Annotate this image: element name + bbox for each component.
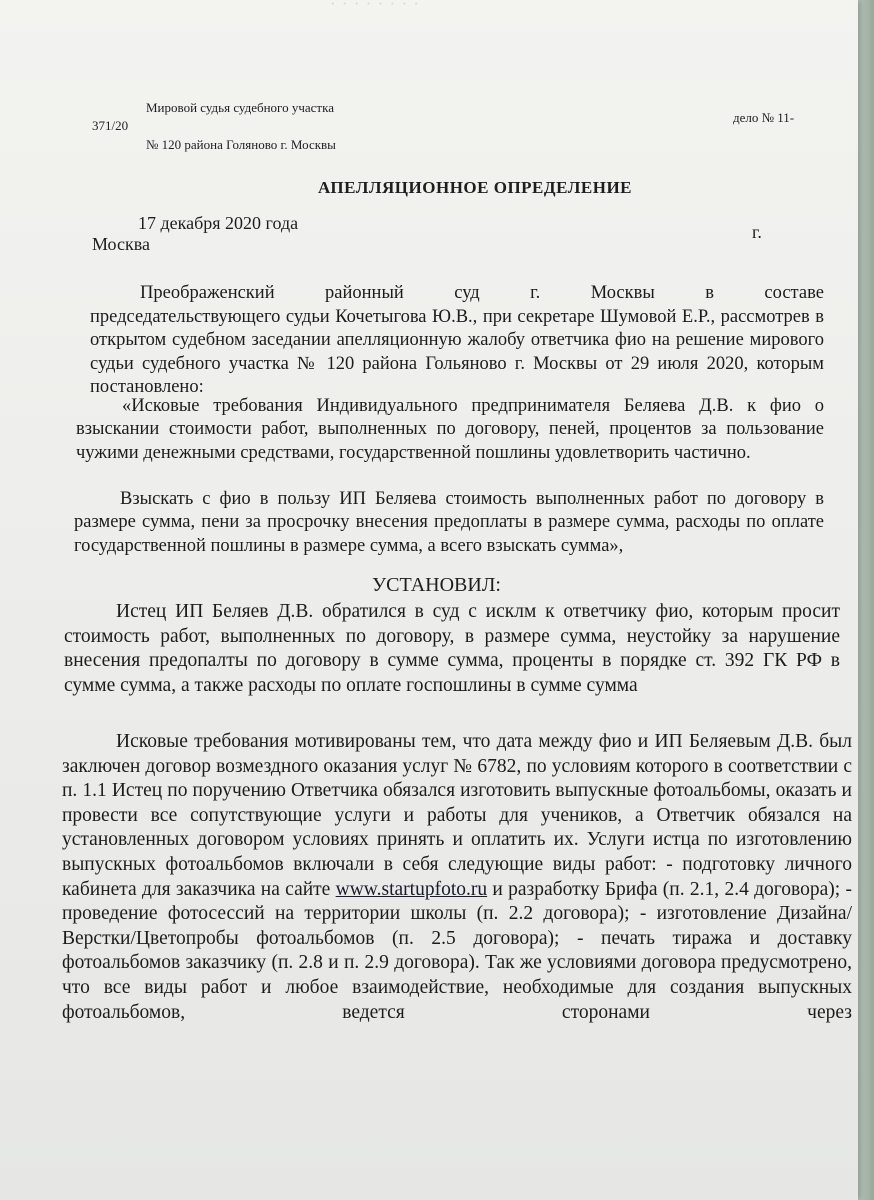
city-name: Москва [92, 234, 150, 254]
quoted-decision-paragraph-1: «Исковые требования Индивидуального предпринимателя Беляева Д.В. к фио о взыскании стоимости работ, выполненных по договору, пеней, процентов за пользование чужими денежными средствами, государственной пошлины удовлетворить частично. [76, 396, 824, 463]
bleed-through-text: · · · · · · · · [330, 0, 421, 13]
intro-word: Преображенский [140, 283, 275, 303]
intro-word: г. [530, 283, 541, 303]
motivation-paragraph [62, 730, 852, 1050]
motivation-text-before-link: Исковые требования мотивированы тем, что дата между фио и ИП Беляевым Д.В. был заключен договор возмездного оказания услуг № 6782, по условиям которого в соответствии с п. 1.1 Истец по поручению Ответчика обязался изготовить выпускные фотоальбомы, оказать и провести все сопутствующие услуги и работы для учеников, а Ответчик обязался на установленных договором условиях принять и оплатить их. Услуги истца по изготовлению выпускных фотоальбомов включали в себя следующие виды работ: - подготовку личного кабинета для заказчика на сайте [62, 731, 852, 900]
quoted-decision-paragraph-2: Взыскать с фио в пользу ИП Беляева стоимость выполненных работ по договору в размере сумма, пени за просрочку внесения предоплаты в размере сумма, расходы по оплате государственной пошлины в размере сумма, а всего взыскать сумма», [74, 489, 824, 556]
section-heading-established: УСТАНОВИЛ: [372, 574, 501, 596]
intro-first-line [140, 283, 824, 304]
intro-word: составе [764, 283, 824, 303]
case-number-continuation: 371/20 [92, 118, 129, 133]
decision-date: 17 декабря 2020 года [138, 213, 299, 233]
claim-paragraph: Истец ИП Беляев Д.В. обратился в суд с исклм к ответчику фио, которым просит стоимость работ, выполненных по договору, в размере сумма, неустойку за нарушение внесения предопалты по договору в сумме сумма, проценты в порядке ст. 392 ГК РФ в сумме сумма, а также расходы по оплате госпошлины в сумме сумма [64, 601, 840, 696]
document-title: АПЕЛЛЯЦИОННОЕ ОПРЕДЕЛЕНИЕ [318, 178, 633, 197]
website-link[interactable]: www.startupfoto.ru [335, 878, 488, 900]
intro-word: Москвы [590, 283, 655, 303]
court-name-line1: Мировой судья судебного участка [146, 100, 334, 115]
intro-word: в [705, 283, 714, 303]
court-name-line2: № 120 района Голяново г. Москвы [146, 137, 336, 152]
intro-word: районный [325, 283, 404, 303]
case-number-label: дело № 11- [733, 110, 795, 125]
motivation-text-after-link: и разработку Брифа (п. 2.1, 2.4 договора); - проведение фотосессий на территории школы (п. 2.2 договора); - изготовление Дизайна/Верстки/Цветопробы фотоальбомов (п. 2.5 договора); - печать тиража и доставку фотоальбомов заказчику (п. 2.8 и п. 2.9 договора). Так же условиями договора предусмотрено, что все виды работ и любое взаимодействие, необходимые для создания выпускных фотоальбомов, ведется сторонами через [62, 878, 852, 1023]
city-prefix: г. [752, 222, 762, 242]
intro-word: суд [454, 283, 480, 303]
intro-paragraph: председательствующего судьи Кочетыгова Ю.В., при секретаре Шумовой Е.Р., рассмотрев в открытом судебном заседании апелляционную жалобу ответчика фио на решение мирового судьи судебного участка № 120 района Гольяново г. Москвы от 29 июля 2020, которым постановлено: [90, 307, 824, 398]
